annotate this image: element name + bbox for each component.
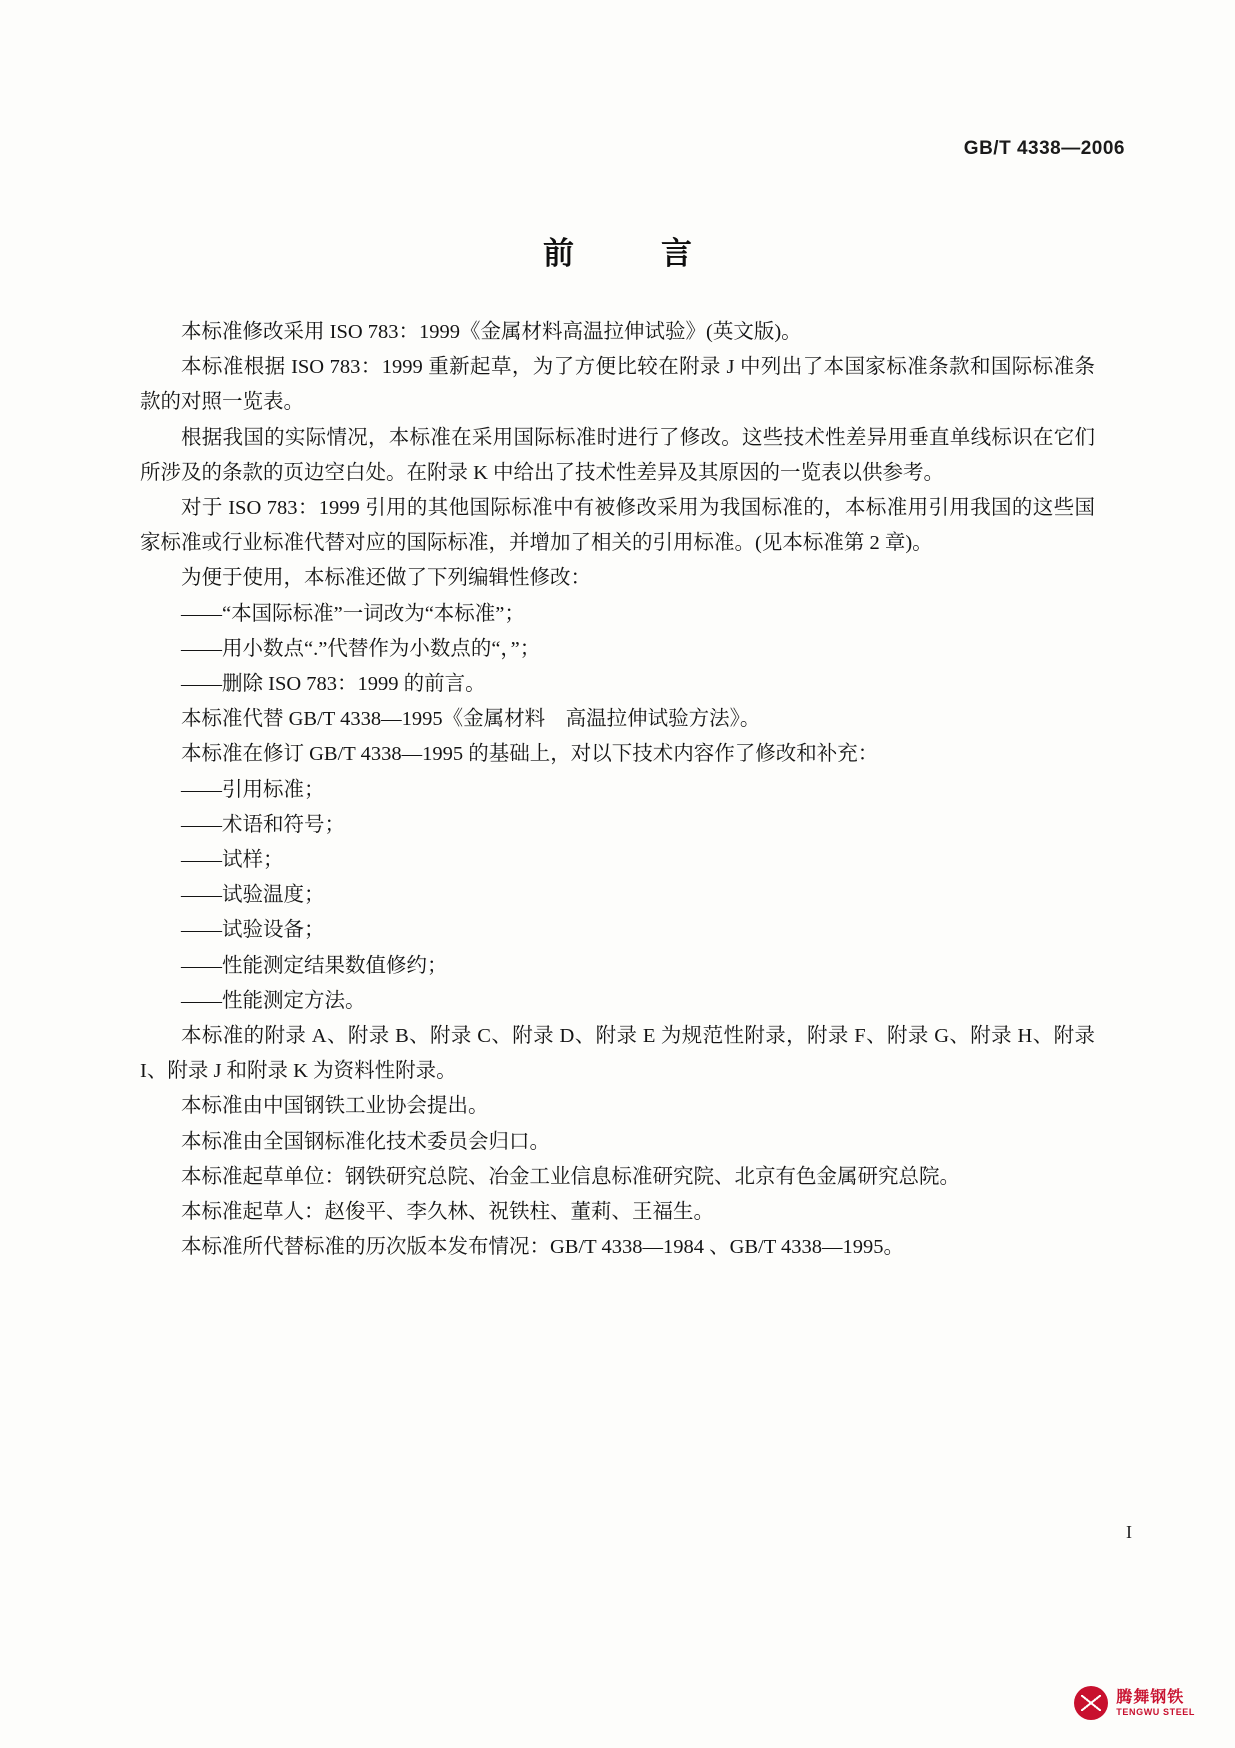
page-number: I [1126,1522,1132,1542]
list-item: ——删除 ISO 783：1999 的前言。 [181,673,486,696]
paragraph: 本标准代替 GB/T 4338—1995《金属材料 高温拉伸试验方法》。 [181,708,761,731]
tengwu-steel-logo-icon [1074,1686,1108,1720]
paragraph: 本标准的附录 A、附录 B、附录 C、附录 D、附录 E 为规范性附录，附录 F、附录 G、附录 H、附录 I、附录 J 和附录 K 为资料性附录。 [140,1025,1095,1083]
paragraph: 本标准根据 ISO 783：1999 重新起草，为了方便比较在附录 J 中列出了本国家标准条款和国际标准条款的对照一览表。 [140,356,1095,414]
paragraph: 本标准由中国钢铁工业协会提出。 [181,1095,489,1118]
paragraph: 根据我国的实际情况，本标准在采用国际标准时进行了修改。这些技术性差异用垂直单线标识在它们所涉及的条款的页边空白处。在附录 K 中给出了技术性差异及其原因的一览表以供参考。 [140,426,1095,484]
list-item: ——用小数点“.”代替作为小数点的“，”； [181,637,541,660]
foreword-body [140,315,1095,1265]
watermark-label-cn: 腾舞钢铁 [1116,1688,1185,1706]
page-title: 前 言 [543,236,720,271]
paragraph: 对于 ISO 783：1999 引用的其他国际标准中有被修改采用为我国标准的，本标准用引用我国的这些国家标准或行业标准代替对应的国际标准，并增加了相关的引用标准。(见本标准第 2 章)。 [140,497,1095,555]
list-item: ——术语和符号； [181,813,345,836]
list-item: ——试样； [181,849,284,872]
paragraph: 本标准在修订 GB/T 4338—1995 的基础上，对以下技术内容作了修改和补充： [181,743,879,766]
paragraph: 本标准起草人：赵俊平、李久林、祝铁柱、董莉、王福生。 [181,1201,714,1224]
list-item: ——“本国际标准”一词改为“本标准”； [181,602,525,625]
paragraph: 本标准由全国钢标准化技术委员会归口。 [181,1130,550,1153]
list-item: ——性能测定方法。 [181,989,366,1012]
watermark-text [1116,1689,1195,1718]
list-item: ——试验温度； [181,884,325,907]
paragraph: 本标准起草单位：钢铁研究总院、冶金工业信息标准研究院、北京有色金属研究总院。 [181,1165,960,1188]
watermark [1074,1686,1195,1720]
paragraph: 为便于使用，本标准还做了下列编辑性修改： [181,567,591,590]
list-item: ——性能测定结果数值修约； [181,954,448,977]
watermark-label-en: TENGWU STEEL [1116,1707,1195,1718]
list-item: ——引用标准； [181,778,325,801]
paragraph: 本标准修改采用 ISO 783：1999《金属材料高温拉伸试验》(英文版)。 [181,321,802,343]
page-header-standard-number: GB/T 4338—2006 [963,138,1125,159]
paragraph: 本标准所代替标准的历次版本发布情况：GB/T 4338—1984 、GB/T 4338—1995。 [181,1236,905,1259]
list-item: ——试验设备； [181,919,325,942]
